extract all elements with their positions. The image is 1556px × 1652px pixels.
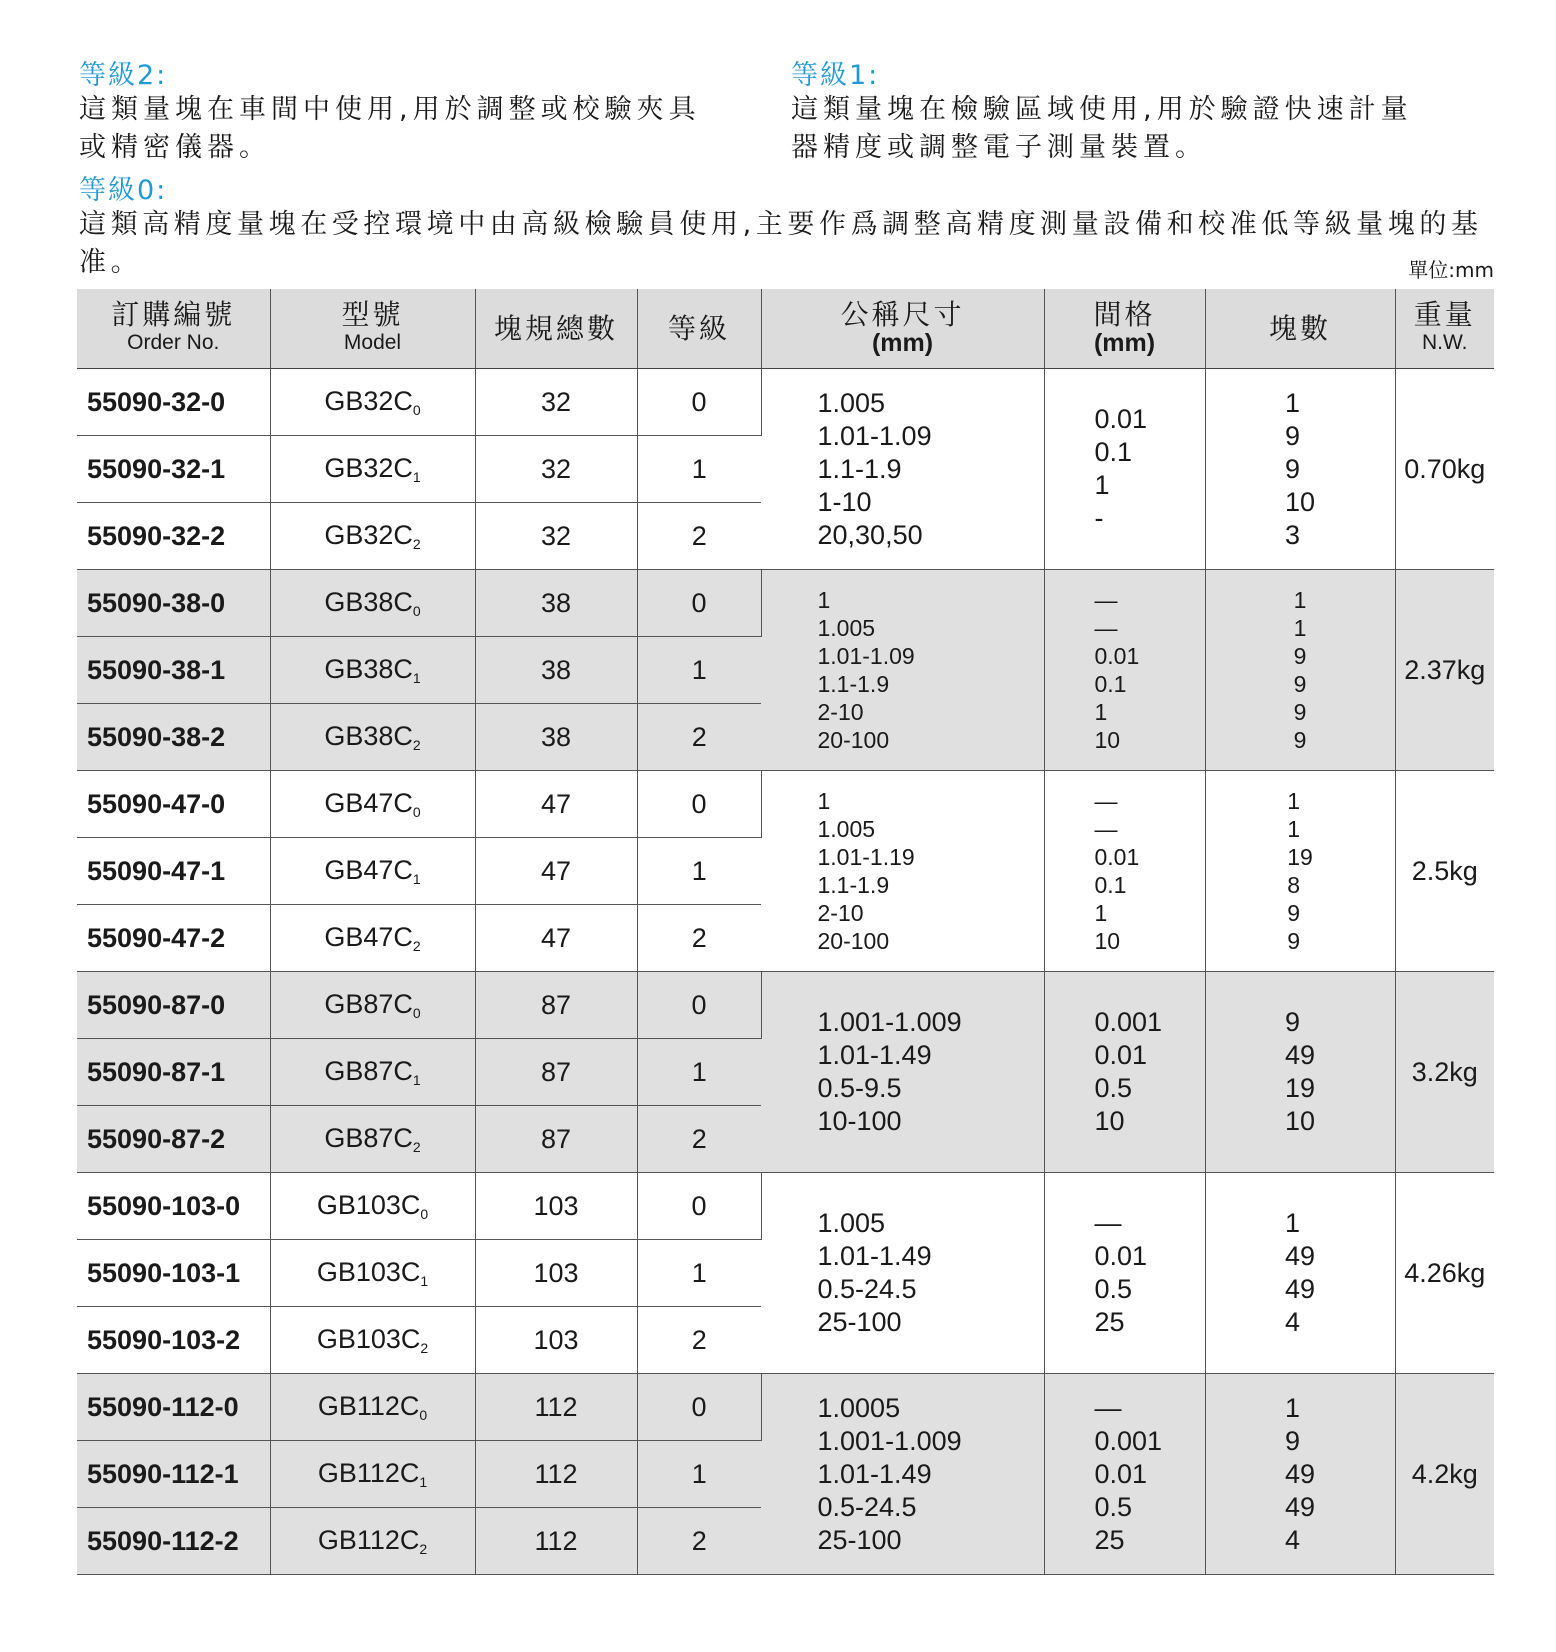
nominal-size-cell-line: 1.01-1.09 [817,420,932,451]
nominal-size-cell-line: 0.5-9.5 [817,1073,902,1103]
model-cell [270,972,475,1039]
step-cell-line: 25 [1094,1524,1125,1555]
model-cell [270,771,475,838]
nominal-size-cell-line: 1.005 [817,815,876,842]
step-cell-line: 0.01 [1094,843,1140,870]
pieces-cell-line: 19 [1287,843,1313,870]
weight-cell: 4.26kg [1395,1173,1494,1374]
total-cell: 87 [475,972,637,1039]
nominal-size-cell [761,771,1044,972]
model-cell [270,1508,475,1575]
step-cell [1044,1374,1205,1575]
order-no-cell: 55090-38-2 [77,704,270,771]
model-cell [270,1441,475,1508]
grade-cell: 2 [637,503,761,570]
step-cell-line: 10 [1094,927,1121,954]
order-no-cell: 55090-47-0 [77,771,270,838]
step-cell-line: — [1094,1208,1122,1238]
total-cell: 32 [475,436,637,503]
table-row [77,570,1494,637]
order-no-cell: 55090-38-1 [77,637,270,704]
nominal-size-cell-line: 10-100 [817,1106,902,1136]
order-no-cell: 55090-87-1 [77,1039,270,1106]
group-1 [77,570,1494,771]
model-cell [270,838,475,905]
model-name: GB112C [317,1391,420,1421]
pieces-cell-line: 9 [1284,1425,1300,1456]
step-cell-line: 0.1 [1094,437,1133,467]
pieces-cell [1205,972,1395,1173]
grade0-title: 等級0: [79,175,168,206]
step-cell-line: 0.001 [1094,1007,1163,1037]
header-model-zh: 型號 [341,298,404,330]
order-no-cell: 55090-38-0 [77,570,270,637]
model-name: GB47C [324,922,413,952]
nominal-size-cell-line: 2-10 [817,698,864,725]
nominal-size-cell-line: 20-100 [817,726,890,753]
nominal-size-cell-line: 1.1-1.9 [817,871,890,898]
pieces-cell-line: 49 [1284,1274,1316,1304]
grade-cell: 0 [637,1374,761,1441]
step-cell-line: — [1094,586,1118,613]
weight-cell: 4.2kg [1395,1374,1494,1575]
model-grade-subscript: 0 [412,402,421,418]
step-cell-line: — [1094,815,1118,842]
order-no-cell: 55090-103-1 [77,1240,270,1307]
grade-cell: 2 [637,1508,761,1575]
step-cell [1044,369,1205,570]
model-name: GB103C [316,1324,421,1354]
model-name: GB32C [324,453,413,483]
nominal-size-cell-line: 1.01-1.49 [817,1241,932,1271]
header-pieces [1205,289,1395,369]
group-5 [77,1374,1494,1575]
nominal-size-cell-line: 1.1-1.9 [817,670,890,697]
pieces-cell-line: 9 [1293,698,1307,725]
total-cell: 38 [475,637,637,704]
model-cell [270,436,475,503]
grade1-title: 等級1: [791,60,880,91]
header-total [475,289,637,369]
step-cell [1044,1173,1205,1374]
model-grade-subscript: 2 [412,1139,421,1155]
model-name: GB103C [316,1190,421,1220]
model-grade-subscript: 0 [419,1407,428,1423]
header-step [1044,289,1205,369]
model-cell [270,704,475,771]
nominal-size-cell-line: 1.01-1.09 [817,642,915,669]
header-order-en: Order No. [127,330,220,354]
total-cell: 112 [475,1374,637,1441]
header-order-no [77,289,270,369]
pieces-cell [1205,771,1395,972]
step-cell-line: 0.001 [1094,1425,1163,1456]
pieces-cell-line: 49 [1284,1040,1316,1070]
total-cell: 103 [475,1173,637,1240]
nominal-size-cell-line: 1.001-1.009 [817,1425,962,1456]
table-header-row [77,289,1494,369]
total-cell: 103 [475,1307,637,1374]
pieces-cell-line: 9 [1284,420,1300,451]
step-cell-line: 0.5 [1094,1073,1133,1103]
group-4 [77,1173,1494,1374]
nominal-size-cell-line: 1.001-1.009 [817,1007,962,1037]
model-name: GB38C [324,587,413,617]
model-cell [270,1240,475,1307]
model-grade-subscript: 0 [412,804,421,820]
nominal-size-cell-line: 1.005 [817,387,886,418]
gauge-block-spec-table [77,289,1494,1575]
nominal-size-cell-line: 2-10 [817,899,864,926]
order-no-cell: 55090-47-1 [77,838,270,905]
table-row [77,369,1494,436]
weight-cell: 2.37kg [1395,570,1494,771]
model-grade-subscript: 2 [412,737,421,753]
pieces-cell-line: 10 [1284,486,1316,517]
nominal-size-cell-line: 1-10 [817,486,872,517]
header-grade [637,289,761,369]
nominal-size-cell-line: 20,30,50 [817,519,923,550]
pieces-cell-line: 1 [1287,815,1300,842]
pieces-cell-line: 49 [1284,1491,1316,1522]
weight-cell: 3.2kg [1395,972,1494,1173]
header-weight-en: N.W. [1422,330,1468,354]
model-cell [270,1173,475,1240]
grade-cell: 2 [637,704,761,771]
table-row [77,771,1494,838]
nominal-size-cell-line: 1.01-1.19 [817,843,915,870]
nominal-size-cell-line: 25-100 [817,1307,902,1337]
nominal-size-cell [761,369,1044,570]
nominal-size-cell [761,1374,1044,1575]
model-name: GB47C [324,855,413,885]
model-cell [270,369,475,436]
total-cell: 47 [475,905,637,972]
table-row [77,1374,1494,1441]
header-weight [1395,289,1494,369]
table-row [77,972,1494,1039]
model-name: GB87C [324,1123,413,1153]
model-cell [270,637,475,704]
step-cell-line: 1 [1094,470,1110,500]
header-size-zh: 公稱尺寸 [840,298,965,330]
total-cell: 87 [475,1039,637,1106]
grade-cell: 0 [637,570,761,637]
pieces-cell-line: 1 [1284,1208,1300,1238]
step-cell-line: 0.01 [1094,1040,1148,1070]
nominal-size-cell [761,972,1044,1173]
model-grade-subscript: 2 [412,536,421,552]
pieces-cell-line: 1 [1293,586,1307,613]
order-no-cell: 55090-32-0 [77,369,270,436]
pieces-cell-line: 49 [1284,1241,1316,1271]
step-cell-line: 0.01 [1094,404,1148,434]
total-cell: 112 [475,1508,637,1575]
pieces-cell-line: 9 [1293,726,1307,753]
pieces-cell [1205,369,1395,570]
step-cell-line: — [1094,787,1118,814]
model-grade-subscript: 1 [412,871,421,887]
model-grade-subscript: 1 [412,670,421,686]
total-cell: 87 [475,1106,637,1173]
header-weight-zh: 重量 [1413,298,1476,330]
nominal-size-cell-line: 1.01-1.49 [817,1458,932,1489]
order-no-cell: 55090-87-2 [77,1106,270,1173]
nominal-size-cell-line: 1.0005 [817,1392,901,1423]
table-row [77,1173,1494,1240]
model-grade-subscript: 2 [412,938,421,954]
order-no-cell: 55090-32-2 [77,503,270,570]
grade-cell: 1 [637,1039,761,1106]
model-grade-subscript: 1 [412,469,421,485]
model-name: GB87C [324,1056,413,1086]
total-cell: 103 [475,1240,637,1307]
nominal-size-cell-line: 1.1-1.9 [817,453,902,484]
grade-cell: 2 [637,1106,761,1173]
total-cell: 32 [475,503,637,570]
step-cell-line: 0.1 [1094,670,1127,697]
pieces-cell-line: 3 [1284,519,1300,550]
model-grade-subscript: 2 [419,1541,428,1557]
pieces-cell [1205,1374,1395,1575]
total-cell: 32 [475,369,637,436]
step-cell-line: 25 [1094,1307,1125,1337]
grade2-description: 這類量塊在車間中使用,用於調整或校驗夾具或精密儀器。 [79,94,701,163]
step-cell-line: 0.01 [1094,1458,1148,1489]
header-nominal-size [761,289,1044,369]
model-grade-subscript: 1 [419,1474,428,1490]
total-cell: 47 [475,771,637,838]
grade-cell: 2 [637,905,761,972]
step-cell-line: 0.01 [1094,1241,1148,1271]
model-cell [270,1374,475,1441]
grade-cell: 0 [637,369,761,436]
nominal-size-cell [761,1173,1044,1374]
model-cell [270,503,475,570]
total-cell: 38 [475,704,637,771]
pieces-cell-line: 49 [1284,1458,1316,1489]
step-cell-line: 10 [1094,1106,1125,1136]
order-no-cell: 55090-32-1 [77,436,270,503]
header-model-en: Model [343,330,402,354]
model-grade-subscript: 0 [412,603,421,619]
weight-cell: 2.5kg [1395,771,1494,972]
pieces-cell-line: 9 [1293,642,1307,669]
model-name: GB87C [324,989,413,1019]
total-cell: 47 [475,838,637,905]
model-cell [270,1307,475,1374]
step-cell-line: 1 [1094,698,1108,725]
model-cell [270,905,475,972]
model-grade-subscript: 1 [420,1273,429,1289]
nominal-size-cell-line: 0.5-24.5 [817,1274,917,1304]
model-cell [270,570,475,637]
step-cell-line: 10 [1094,726,1121,753]
pieces-cell-line: 4 [1284,1524,1300,1555]
model-name: GB38C [324,721,413,751]
order-no-cell: 55090-103-2 [77,1307,270,1374]
model-name: GB112C [317,1458,420,1488]
step-cell-line: - [1094,503,1104,533]
grade-cell: 0 [637,972,761,1039]
pieces-cell [1205,570,1395,771]
pieces-cell-line: 9 [1287,899,1300,926]
header-order-zh: 訂購編號 [111,298,236,330]
unit-label: 單位:mm [1408,258,1494,282]
pieces-cell-line: 8 [1287,871,1300,898]
pieces-cell-line: 1 [1287,787,1300,814]
grade0-description: 這類高精度量塊在受控環境中由高級檢驗員使用,主要作爲調整高精度測量設備和校准低等級量塊的基准。 [79,209,1483,278]
model-name: GB32C [324,386,413,416]
model-cell [270,1106,475,1173]
pieces-cell-line: 9 [1287,927,1300,954]
model-grade-subscript: 1 [412,1072,421,1088]
grade-cell: 1 [637,1441,761,1508]
model-name: GB32C [324,520,413,550]
pieces-cell-line: 9 [1293,670,1307,697]
group-0 [77,369,1494,570]
header-step-zh: 間格 [1093,298,1156,330]
nominal-size-cell [761,570,1044,771]
grade-cell: 1 [637,637,761,704]
total-cell: 112 [475,1441,637,1508]
step-cell-line: 0.5 [1094,1274,1133,1304]
grade-cell: 0 [637,771,761,838]
model-grade-subscript: 0 [420,1206,429,1222]
order-no-cell: 55090-112-0 [77,1374,270,1441]
nominal-size-cell-line: 20-100 [817,927,890,954]
step-cell-line: 1 [1094,899,1108,926]
group-2 [77,771,1494,972]
grade-cell: 1 [637,436,761,503]
group-3 [77,972,1494,1173]
weight-cell: 0.70kg [1395,369,1494,570]
step-cell-line: 0.5 [1094,1491,1133,1522]
nominal-size-cell-line: 1 [817,787,831,814]
nominal-size-cell-line: 1.01-1.49 [817,1040,932,1070]
nominal-size-cell-line: 1 [817,586,831,613]
pieces-cell-line: 9 [1284,453,1300,484]
nominal-size-cell-line: 0.5-24.5 [817,1491,917,1522]
grade-cell: 1 [637,838,761,905]
header-model [270,289,475,369]
header-size-unit: (mm) [871,328,934,357]
pieces-cell [1205,1173,1395,1374]
grade-cell: 2 [637,1307,761,1374]
model-name: GB103C [316,1257,421,1287]
pieces-cell-line: 1 [1284,1392,1300,1423]
pieces-cell-line: 4 [1284,1307,1300,1337]
order-no-cell: 55090-47-2 [77,905,270,972]
step-cell-line: — [1094,1392,1122,1423]
pieces-cell-line: 10 [1284,1106,1316,1136]
header-step-unit: (mm) [1093,328,1156,357]
model-name: GB38C [324,654,413,684]
header-total-zh: 塊規總數 [493,312,618,344]
step-cell [1044,972,1205,1173]
grade-cell: 0 [637,1173,761,1240]
total-cell: 38 [475,570,637,637]
pieces-cell-line: 1 [1284,387,1300,418]
model-grade-subscript: 2 [420,1340,429,1356]
order-no-cell: 55090-112-1 [77,1441,270,1508]
grade2-title: 等級2: [79,60,168,91]
step-cell-line: 0.1 [1094,871,1127,898]
nominal-size-cell-line: 1.005 [817,1208,886,1238]
model-name: GB47C [324,788,413,818]
grade-cell: 1 [637,1240,761,1307]
model-name: GB112C [317,1525,420,1555]
model-cell [270,1039,475,1106]
step-cell-line: — [1094,614,1118,641]
order-no-cell: 55090-103-0 [77,1173,270,1240]
pieces-cell-line: 9 [1284,1007,1300,1037]
model-grade-subscript: 0 [412,1005,421,1021]
nominal-size-cell-line: 1.005 [817,614,876,641]
nominal-size-cell-line: 25-100 [817,1524,902,1555]
step-cell [1044,570,1205,771]
step-cell [1044,771,1205,972]
order-no-cell: 55090-87-0 [77,972,270,1039]
header-pieces-zh: 塊數 [1268,312,1331,344]
pieces-cell-line: 19 [1284,1073,1316,1103]
pieces-cell-line: 1 [1293,614,1307,641]
order-no-cell: 55090-112-2 [77,1508,270,1575]
header-grade-zh: 等級 [667,312,730,344]
step-cell-line: 0.01 [1094,642,1140,669]
grade1-description: 這類量塊在檢驗區域使用,用於驗證快速計量器精度或調整電子測量裝置。 [791,94,1413,163]
